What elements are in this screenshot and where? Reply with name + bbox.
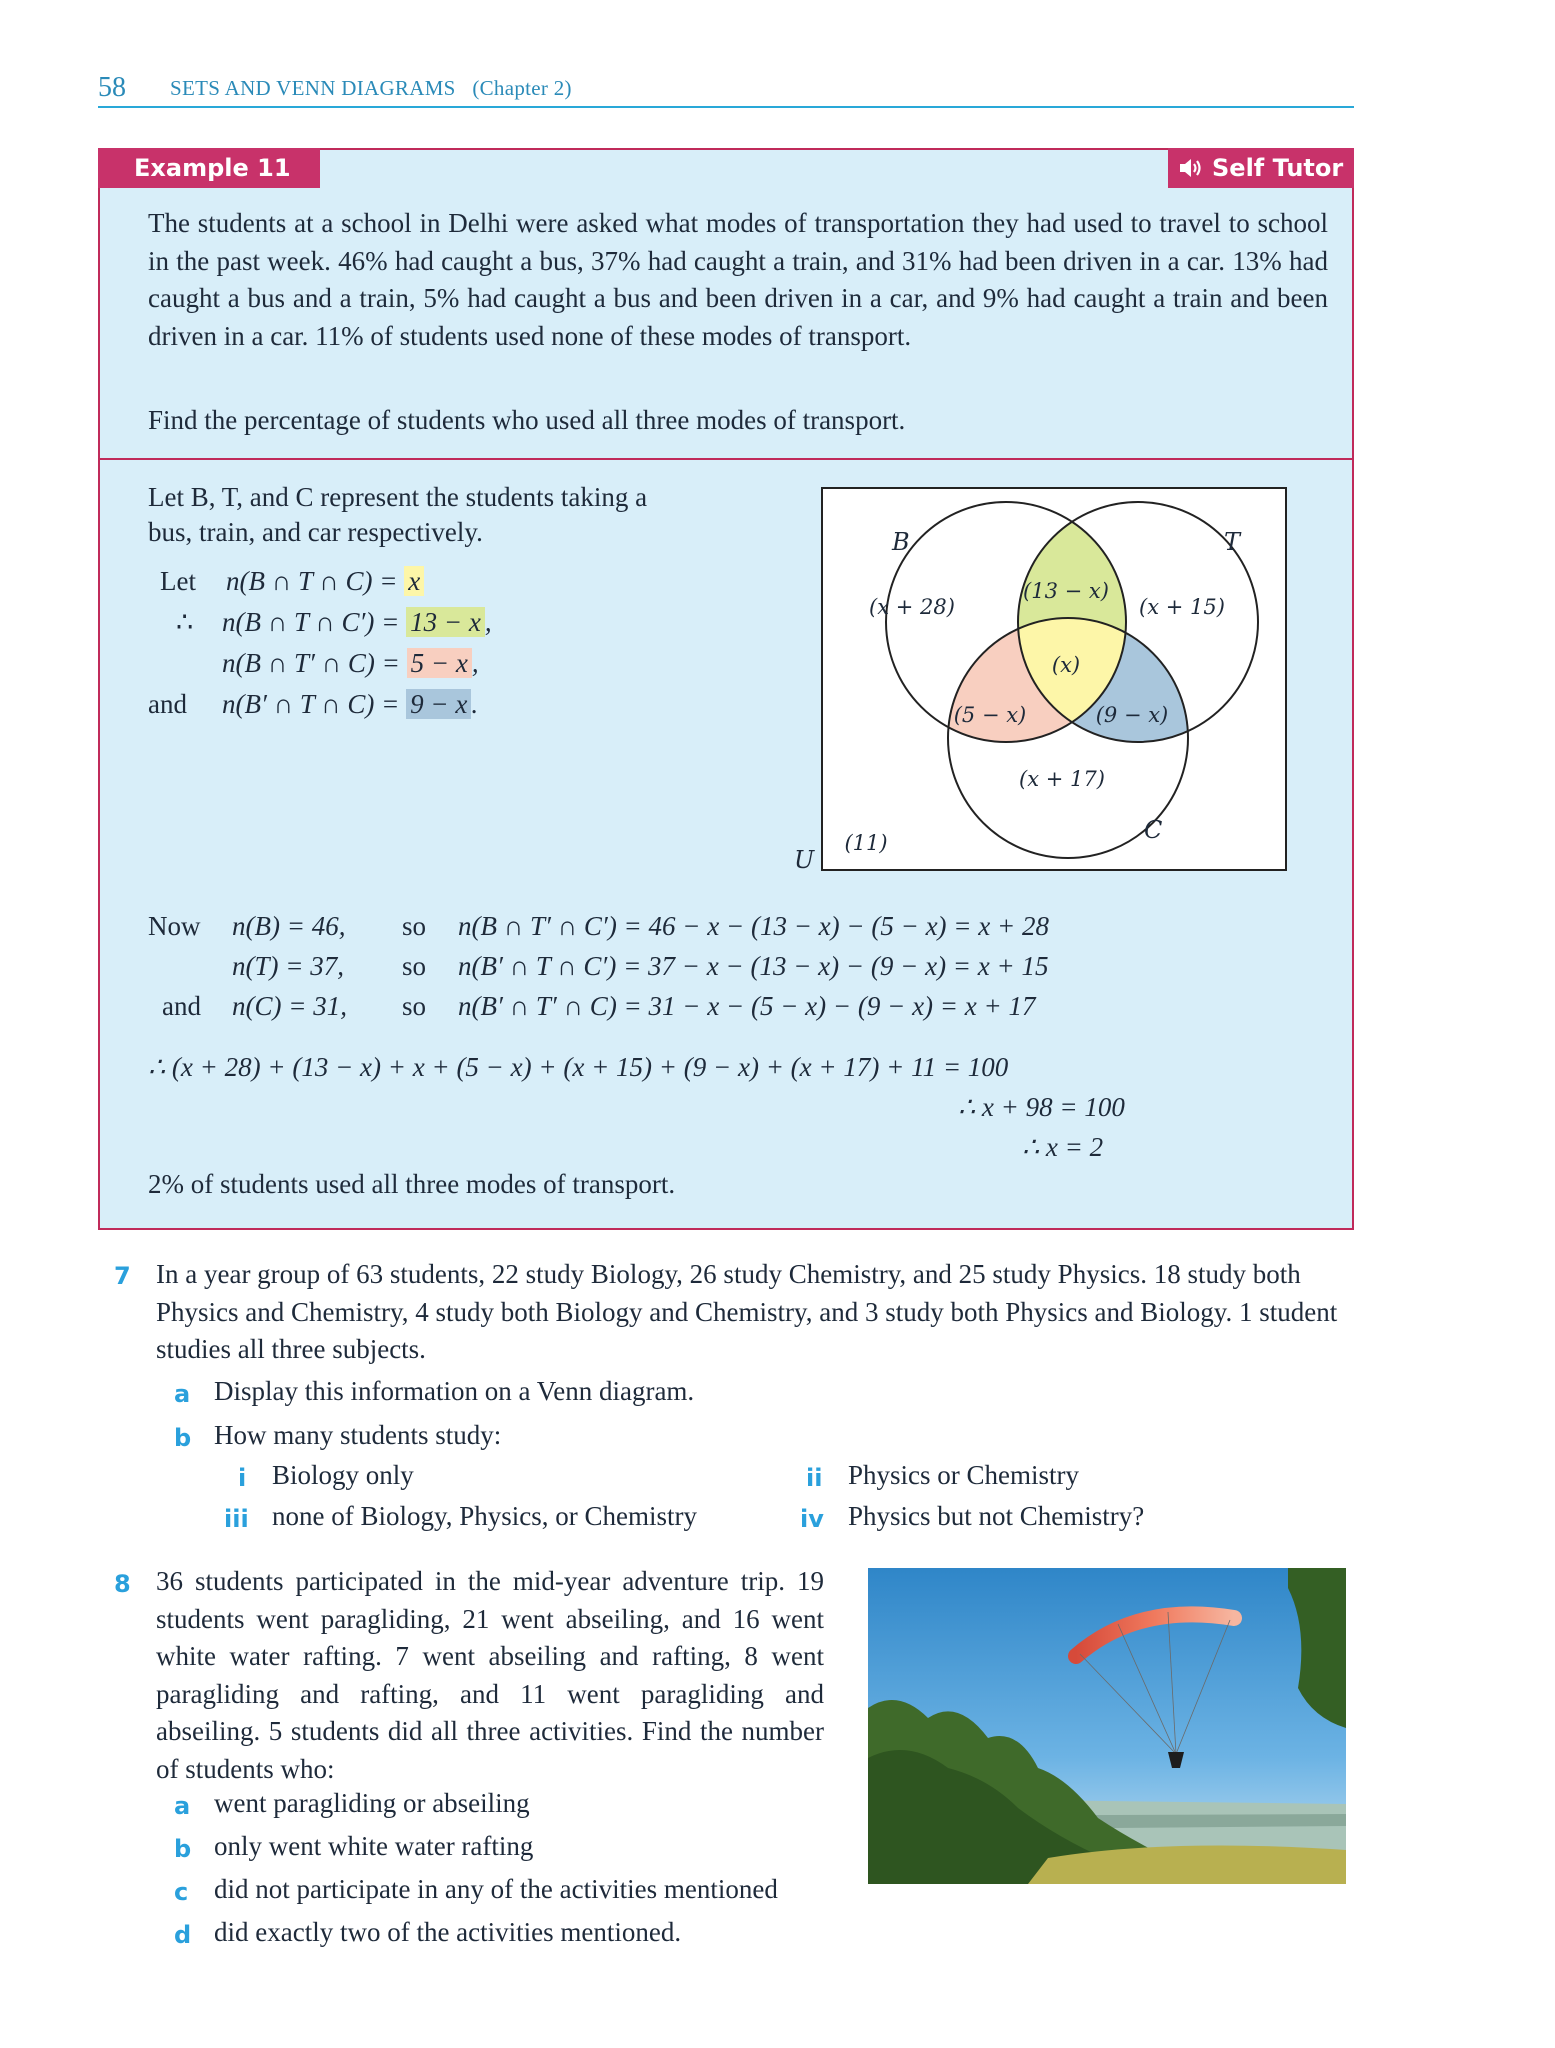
let-tail: . — [471, 689, 479, 719]
label-b: B — [892, 528, 910, 556]
q7biv-text: Physics but not Chemistry? — [848, 1501, 1145, 1531]
now-so-0: so — [402, 911, 427, 941]
region-label-tc: (9 − x) — [1095, 703, 1169, 727]
chapter-ref: (Chapter 2) — [472, 76, 572, 100]
q8c-text: did not participate in any of the activities mentioned — [214, 1874, 778, 1904]
let-line-2 — [222, 648, 479, 679]
region-label-bt: (13 − x) — [1023, 579, 1109, 603]
now-b-2: n(B′ ∩ T′ ∩ C) = 31 − x − (5 − x) − (9 − x) = x + 17 — [458, 991, 1036, 1021]
q7biii-text: none of Biology, Physics, or Chemistry — [272, 1501, 697, 1531]
region-label-none: (11) — [844, 831, 888, 855]
q8d-letter: d — [174, 1921, 192, 1949]
q7biii-letter: iii — [224, 1505, 249, 1533]
region-label-b-only: (x + 28) — [869, 595, 955, 619]
let-line-3 — [222, 689, 478, 720]
example-find: Find the percentage of students who used all three modes of transport. — [148, 405, 906, 435]
running-header — [170, 76, 572, 101]
solution-intro-1: Let B, T, and C represent the students taking a — [148, 482, 648, 512]
venn-diagram — [794, 488, 1292, 890]
let-tail: , — [484, 607, 492, 637]
q8-text: 36 students participated in the mid-year adventure trip. 19 students went paragliding, 21 went abseiling, and 16 went white water rafting. 7 went abseiling and rafting, 8 went paragliding and rafting, and 11 went paragliding and abseiling. 5 students did all three activities. Find the number of students who: — [156, 1566, 824, 1784]
q7bi-text: Biology only — [272, 1460, 414, 1490]
sum-equation: ∴ (x + 28) + (13 − x) + x + (5 − x) + (x + 15) + (9 − x) + (x + 17) + 11 = 100 — [148, 1052, 1009, 1082]
q8a-text: went paragliding or abseiling — [214, 1788, 530, 1818]
page-number: 58 — [98, 72, 126, 103]
let-lhs: n(B ∩ T ∩ C) = — [226, 566, 398, 596]
q8d-text: did exactly two of the activities mentioned. — [214, 1917, 682, 1947]
let-value: 5 − x — [407, 648, 472, 678]
paragliding-photo — [868, 1568, 1346, 1884]
q8-number: 8 — [114, 1570, 131, 1598]
header-rule — [98, 106, 1354, 108]
region-label-c-only: (x + 17) — [1019, 767, 1105, 791]
now-a-0: n(B) = 46, — [232, 911, 346, 941]
let-line-0 — [226, 566, 424, 597]
q7bii-letter: ii — [806, 1464, 823, 1492]
q7b-letter: b — [174, 1424, 192, 1452]
self-tutor-label: Self Tutor — [1212, 154, 1344, 182]
let-prefix-1: ∴ — [176, 607, 194, 637]
q7-text: In a year group of 63 students, 22 study Biology, 26 study Chemistry, and 25 study Physics. 18 study both Physics and Chemistry, 4 study both Biology and Chemistry, and 3 study both Physics and Biology. 1 student studies all three subjects. — [156, 1259, 1338, 1364]
chapter-title: SETS AND VENN DIAGRAMS — [170, 76, 456, 100]
now-a-2: n(C) = 31, — [232, 991, 347, 1021]
q8b-text: only went white water rafting — [214, 1831, 534, 1861]
self-tutor-button[interactable] — [1168, 148, 1354, 188]
let-lhs: n(B′ ∩ T ∩ C) = — [222, 689, 400, 719]
q8b-letter: b — [174, 1835, 192, 1863]
let-value: 9 − x — [406, 689, 471, 719]
label-u: U — [794, 846, 815, 874]
let-value: 13 − x — [406, 607, 485, 637]
label-c: C — [1144, 816, 1163, 844]
now-b-1: n(B′ ∩ T ∩ C′) = 37 − x − (13 − x) − (9 − x) = x + 15 — [458, 951, 1049, 981]
q7bi-letter: i — [238, 1464, 247, 1492]
now-so-1: so — [402, 951, 427, 981]
q7-number: 7 — [114, 1262, 131, 1290]
q8c-letter: c — [174, 1878, 189, 1906]
now-prefix-0: Now — [148, 911, 201, 941]
step-equation-1: ∴ x + 98 = 100 — [958, 1092, 1125, 1122]
let-line-1 — [222, 607, 492, 638]
now-so-2: so — [402, 991, 427, 1021]
q7b-text: How many students study: — [214, 1420, 502, 1450]
solution-intro-2: bus, train, and car respectively. — [148, 517, 483, 547]
q8a-letter: a — [174, 1792, 191, 1820]
let-tail: , — [471, 648, 479, 678]
let-lhs: n(B ∩ T′ ∩ C) = — [222, 648, 400, 678]
region-label-t-only: (x + 15) — [1139, 595, 1225, 619]
let-value: x — [404, 566, 424, 596]
let-lhs: n(B ∩ T ∩ C′) = — [222, 607, 400, 637]
now-a-1: n(T) = 37, — [232, 951, 344, 981]
let-prefix-3: and — [148, 689, 187, 719]
now-prefix-2: and — [162, 991, 201, 1021]
now-b-0: n(B ∩ T′ ∩ C′) = 46 − x − (13 − x) − (5 − x) = x + 28 — [458, 911, 1049, 941]
step-equation-2: ∴ x = 2 — [1022, 1132, 1104, 1162]
let-prefix-0: Let — [160, 566, 196, 596]
region-label-btc: (x) — [1051, 653, 1081, 677]
conclusion: 2% of students used all three modes of transport. — [148, 1169, 676, 1199]
example-divider — [98, 458, 1354, 460]
q7biv-letter: iv — [800, 1505, 824, 1533]
speaker-icon — [1178, 157, 1204, 179]
q7a-letter: a — [174, 1380, 191, 1408]
q7a-text: Display this information on a Venn diagram. — [214, 1376, 695, 1406]
example-tag: Example 11 — [98, 148, 320, 188]
region-label-bc: (5 − x) — [953, 703, 1027, 727]
q7bii-text: Physics or Chemistry — [848, 1460, 1080, 1490]
example-question: The students at a school in Delhi were asked what modes of transportation they had used to travel to school in the past week. 46% had caught a bus, 37% had caught a train, and 31% had been driven in a car. 13% had caught a bus and a train, 5% had caught a bus and been driven in a car, and 9% had caught a train and been driven in a car. 11% of students used none of these modes of transport. — [148, 208, 1328, 351]
label-t: T — [1224, 528, 1241, 556]
